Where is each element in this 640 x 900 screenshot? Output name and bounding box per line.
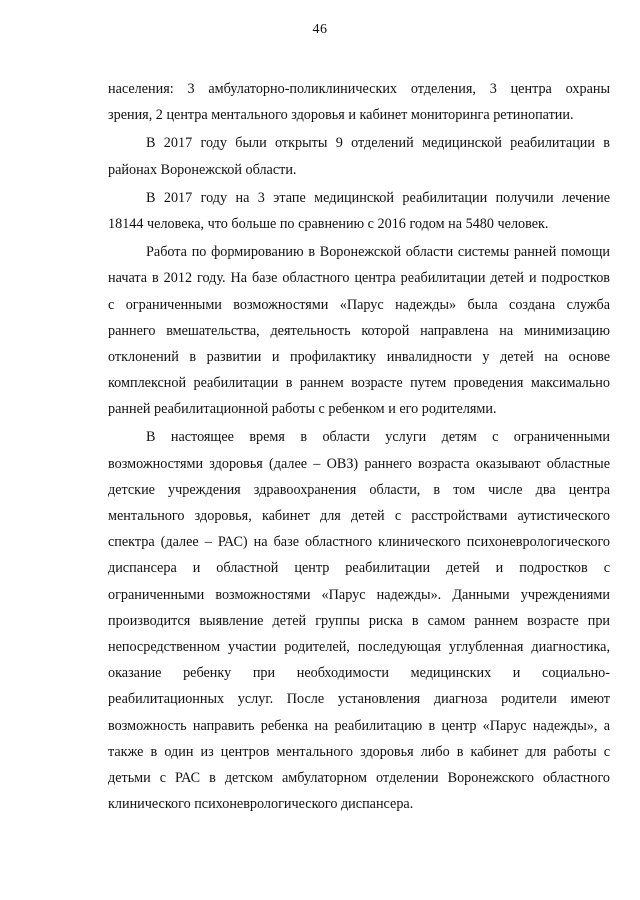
text-line: непосредственном участии родителей, последующая углубленная диагностика, — [108, 638, 610, 655]
text-line: районах Воронежской области. — [108, 161, 297, 178]
text-line: населения: 3 амбулаторно-поликлинических отделения, 3 центра охраны — [108, 81, 610, 97]
text-line: В настоящее время в области услуги детям с ограниченными — [146, 429, 610, 446]
text-line: ментального здоровья, кабинет для детей с расстройствами аутистического — [108, 508, 610, 524]
paragraph-5 — [108, 424, 610, 817]
paragraph-4 — [108, 239, 610, 422]
text-line: оказание ребенку при необходимости медицинских и социально- — [108, 665, 610, 682]
text-line: спектра (далее – РАС) на базе областного клинического психоневрологического — [108, 534, 610, 551]
text-line: клинического психоневрологического диспансера. — [108, 796, 414, 813]
paragraph-1 — [108, 76, 610, 128]
text-line: 18144 человека, что больше по сравнению с 2016 годом на 5480 человек. — [108, 215, 549, 232]
paragraph-2 — [108, 130, 610, 182]
text-line: начата в 2012 году. На базе областного центра реабилитации детей и подростков — [108, 270, 610, 287]
text-line: также в один из центров ментального здоровья либо в кабинет для работы с — [108, 743, 610, 760]
text-line: детьми с РАС в детском амбулаторном отделении Воронежского областного — [108, 769, 610, 786]
text-line: Работа по формированию в Воронежской области системы ранней помощи — [146, 244, 610, 261]
text-line: возможностями здоровья (далее – ОВЗ) раннего возраста оказывают областные — [108, 455, 610, 472]
text-line: возможность направить ребенка на реабилитацию в центр «Парус надежды», а — [108, 717, 610, 734]
text-line: В 2017 году были открыты 9 отделений медицинской реабилитации в — [146, 135, 610, 152]
text-line: диспансера и областной центр реабилитации детей и подростков с — [108, 560, 610, 577]
text-line: зрения, 2 центра ментального здоровья и кабинет мониторинга ретинопатии. — [108, 107, 574, 124]
text-line: раннего вмешательства, деятельность которой направлена на минимизацию — [108, 322, 610, 339]
text-line: с ограниченными возможностями «Парус надежды» была создана служба — [108, 296, 610, 313]
text-line: В 2017 году на 3 этапе медицинской реабилитации получили лечение — [146, 189, 610, 206]
document-body — [108, 76, 610, 817]
text-line: ранней реабилитационной работы с ребенком и его родителями. — [108, 401, 497, 418]
text-line: ограниченными возможностями «Парус надежды». Данными учреждениями — [108, 586, 610, 603]
text-line: детские учреждения здравоохранения области, в том числе два центра — [108, 481, 610, 498]
paragraph-3 — [108, 185, 610, 237]
text-line: отклонений в развитии и профилактику инвалидности у детей на основе — [108, 348, 610, 365]
text-line: комплексной реабилитации в раннем возрасте путем проведения максимально — [108, 375, 610, 392]
text-line: производится выявление детей группы риска в самом раннем возрасте при — [108, 612, 610, 629]
page-number: 46 — [312, 22, 328, 37]
text-line: реабилитационных услуг. После установления диагноза родители имеют — [108, 691, 610, 708]
